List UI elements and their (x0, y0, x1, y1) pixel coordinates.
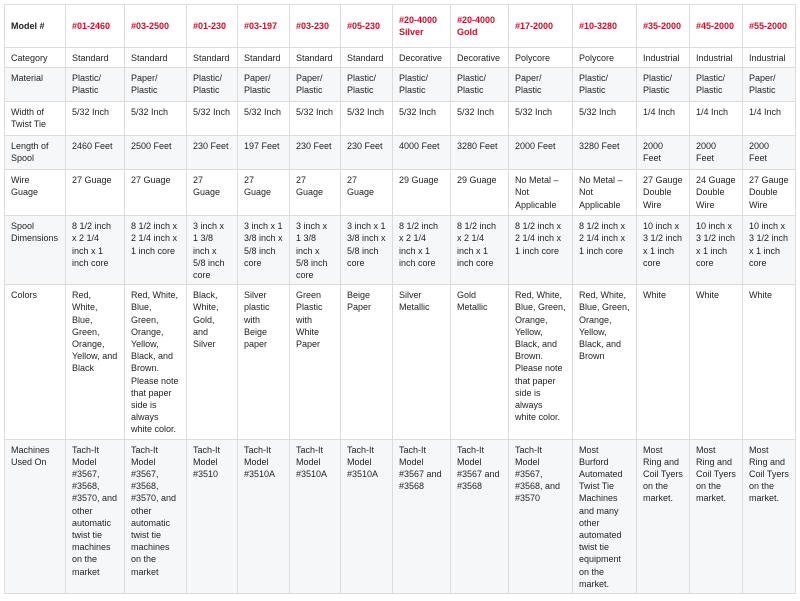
table-cell: No Metal – Not Applicable (573, 170, 637, 216)
table-cell: 230 Feet (341, 136, 393, 170)
table-cell: Plastic/ Plastic (690, 68, 743, 102)
row-label: Length of Spool (5, 136, 66, 170)
table-cell: Tach-It Model #3567 and #3568 (393, 439, 451, 593)
table-cell: 5/32 Inch (187, 102, 238, 136)
table-cell: Paper/ Plastic (290, 68, 341, 102)
table-cell: Standard (187, 48, 238, 68)
table-cell: Paper/ Plastic (238, 68, 290, 102)
table-cell: 24 Guage Double Wire (690, 170, 743, 216)
table-cell: 8 1/2 inch x 2 1/4 inch x 1 inch core (509, 216, 573, 285)
table-cell: Tach-It Model #3510A (341, 439, 393, 593)
model-link-20-4000-gold[interactable]: #20-4000 Gold (451, 5, 509, 48)
table-cell: 197 Feet (238, 136, 290, 170)
table-cell: 5/32 Inch (290, 102, 341, 136)
table-row-machines (5, 439, 796, 593)
table-cell: Industrial (637, 48, 690, 68)
table-row-length (5, 136, 796, 170)
table-cell: 27 Guage (238, 170, 290, 216)
table-cell: 230 Feet (290, 136, 341, 170)
table-cell: 5/32 Inch (573, 102, 637, 136)
model-link-03-2500[interactable]: #03-2500 (125, 5, 187, 48)
table-cell: 3280 Feet (573, 136, 637, 170)
table-cell: Paper/ Plastic (509, 68, 573, 102)
table-cell: Plastic/ Plastic (451, 68, 509, 102)
table-cell: 5/32 Inch (125, 102, 187, 136)
table-cell: Standard (290, 48, 341, 68)
model-link-45-2000[interactable]: #45-2000 (690, 5, 743, 48)
model-link-03-230[interactable]: #03-230 (290, 5, 341, 48)
table-cell: Plastic/ Plastic (66, 68, 125, 102)
table-cell: 4000 Feet (393, 136, 451, 170)
table-cell: Industrial (743, 48, 796, 68)
model-link-17-2000[interactable]: #17-2000 (509, 5, 573, 48)
table-cell: 27 Guage (290, 170, 341, 216)
table-cell: Decorative (393, 48, 451, 68)
table-cell: 1/4 Inch (690, 102, 743, 136)
table-cell: Silver plastic with Beige paper (238, 285, 290, 439)
table-cell: Standard (66, 48, 125, 68)
table-cell: 27 Guage (66, 170, 125, 216)
row-label: Width of Twist Tie (5, 102, 66, 136)
table-cell: No Metal – Not Applicable (509, 170, 573, 216)
table-cell: White (743, 285, 796, 439)
table-cell: Red, White, Blue, Green, Orange, Yellow, Black, and Brown (573, 285, 637, 439)
model-link-35-2000[interactable]: #35-2000 (637, 5, 690, 48)
model-link-55-2000[interactable]: #55-2000 (743, 5, 796, 48)
table-cell: 3 inch x 1 3/8 inch x 5/8 inch core (290, 216, 341, 285)
table-cell: Beige Paper (341, 285, 393, 439)
table-cell: Standard (341, 48, 393, 68)
table-cell: Plastic/ Plastic (637, 68, 690, 102)
table-row-colors (5, 285, 796, 439)
table-cell: 2000 Feet (690, 136, 743, 170)
table-cell: 8 1/2 inch x 2 1/4 inch x 1 inch core (393, 216, 451, 285)
table-cell: 29 Guage (451, 170, 509, 216)
table-cell: Decorative (451, 48, 509, 68)
table-cell: Plastic/ Plastic (573, 68, 637, 102)
table-cell: Plastic/ Plastic (187, 68, 238, 102)
table-cell: Paper/ Plastic (743, 68, 796, 102)
table-cell: 2460 Feet (66, 136, 125, 170)
table-cell: Polycore (509, 48, 573, 68)
table-cell: 5/32 Inch (238, 102, 290, 136)
table-cell: 10 inch x 3 1/2 inch x 1 inch core (637, 216, 690, 285)
table-cell: White (637, 285, 690, 439)
model-link-01-2460[interactable]: #01-2460 (66, 5, 125, 48)
table-cell: 5/32 Inch (509, 102, 573, 136)
table-cell: 29 Guage (393, 170, 451, 216)
table-cell: Standard (238, 48, 290, 68)
table-cell: Plastic/ Plastic (341, 68, 393, 102)
table-row-wire-gauge (5, 170, 796, 216)
table-cell: 27 Guage (341, 170, 393, 216)
row-label: Spool Dimensions (5, 216, 66, 285)
table-cell: Tach-It Model #3510 (187, 439, 238, 593)
row-label: Wire Guage (5, 170, 66, 216)
row-label: Category (5, 48, 66, 68)
table-cell: 27 Guage (125, 170, 187, 216)
table-cell: Most Ring and Coil Tyers on the market. (637, 439, 690, 593)
table-cell: 230 Feet (187, 136, 238, 170)
table-cell: 27 Gauge Double Wire (637, 170, 690, 216)
table-cell: 2000 Feet (509, 136, 573, 170)
table-cell: Tach-It Model #3510A (290, 439, 341, 593)
model-link-03-197[interactable]: #03-197 (238, 5, 290, 48)
model-link-10-3280[interactable]: #10-3280 (573, 5, 637, 48)
table-cell: Green Plastic with White Paper (290, 285, 341, 439)
table-row-category (5, 48, 796, 68)
table-cell: Tach-It Model #3567 and #3568 (451, 439, 509, 593)
table-row-width (5, 102, 796, 136)
table-cell: 5/32 Inch (66, 102, 125, 136)
table-cell: Most Ring and Coil Tyers on the market. (743, 439, 796, 593)
table-cell: 2500 Feet (125, 136, 187, 170)
table-cell: Red, White, Blue, Green, Orange, Yellow, Black, and Brown. Please note that paper side is always white color. (509, 285, 573, 439)
table-cell: 3280 Feet (451, 136, 509, 170)
table-cell: Red, White, Blue, Green, Orange, Yellow, and Black (66, 285, 125, 439)
table-cell: 3 inch x 1 3/8 inch x 5/8 inch core (238, 216, 290, 285)
table-cell: 8 1/2 inch x 2 1/4 inch x 1 inch core (451, 216, 509, 285)
row-label: Material (5, 68, 66, 102)
table-cell: Tach-It Model #3567, #3568, #3570, and other automatic twist tie machines on the market (125, 439, 187, 593)
table-row-material (5, 68, 796, 102)
table-cell: Most Burford Automated Twist Tie Machines and many other automated twist tie equipment on the market. (573, 439, 637, 593)
table-cell: 2000 Feet (743, 136, 796, 170)
table-cell: Paper/ Plastic (125, 68, 187, 102)
table-cell: Standard (125, 48, 187, 68)
model-link-20-4000-silver[interactable]: #20-4000 Silver (393, 5, 451, 48)
row-label: Machines Used On (5, 439, 66, 593)
table-cell: 2000 Feet (637, 136, 690, 170)
header-row (5, 5, 796, 48)
model-link-05-230[interactable]: #05-230 (341, 5, 393, 48)
table-cell: Industrial (690, 48, 743, 68)
table-cell: Red, White, Blue, Green, Orange, Yellow, Black, and Brown. Please note that paper side is always white color. (125, 285, 187, 439)
table-cell: Gold Metallic (451, 285, 509, 439)
table-cell: Tach-It Model #3510A (238, 439, 290, 593)
table-cell: 8 1/2 inch x 2 1/4 inch x 1 inch core (125, 216, 187, 285)
table-cell: 8 1/2 inch x 2 1/4 inch x 1 inch core (66, 216, 125, 285)
table-cell: 5/32 Inch (451, 102, 509, 136)
table-cell: 8 1/2 inch x 2 1/4 inch x 1 inch core (573, 216, 637, 285)
table-cell: 3 inch x 1 3/8 inch x 5/8 inch core (187, 216, 238, 285)
table-cell: 27 Gauge Double Wire (743, 170, 796, 216)
table-cell: Most Ring and Coil Tyers on the market. (690, 439, 743, 593)
table-cell: 3 inch x 1 3/8 inch x 5/8 inch core (341, 216, 393, 285)
table-cell: 27 Guage (187, 170, 238, 216)
table-cell: Tach-It Model #3567, #3568, #3570, and other automatic twist tie machines on the market (66, 439, 125, 593)
table-cell: 5/32 Inch (393, 102, 451, 136)
header-model-label: Model # (5, 5, 66, 48)
table-cell: 1/4 Inch (743, 102, 796, 136)
table-cell: 10 inch x 3 1/2 inch x 1 inch core (690, 216, 743, 285)
table-cell: Tach-It Model #3567, #3568, and #3570 (509, 439, 573, 593)
table-cell: Black, White, Gold, and Silver (187, 285, 238, 439)
table-cell: 10 inch x 3 1/2 inch x 1 inch core (743, 216, 796, 285)
table-row-spool-dimensions (5, 216, 796, 285)
table-cell: Plastic/ Plastic (393, 68, 451, 102)
table-cell: Silver Metallic (393, 285, 451, 439)
model-link-01-230[interactable]: #01-230 (187, 5, 238, 48)
table-cell: White (690, 285, 743, 439)
table-cell: 1/4 Inch (637, 102, 690, 136)
product-spec-table (4, 4, 796, 594)
table-cell: Polycore (573, 48, 637, 68)
table-cell: 5/32 Inch (341, 102, 393, 136)
row-label: Colors (5, 285, 66, 439)
